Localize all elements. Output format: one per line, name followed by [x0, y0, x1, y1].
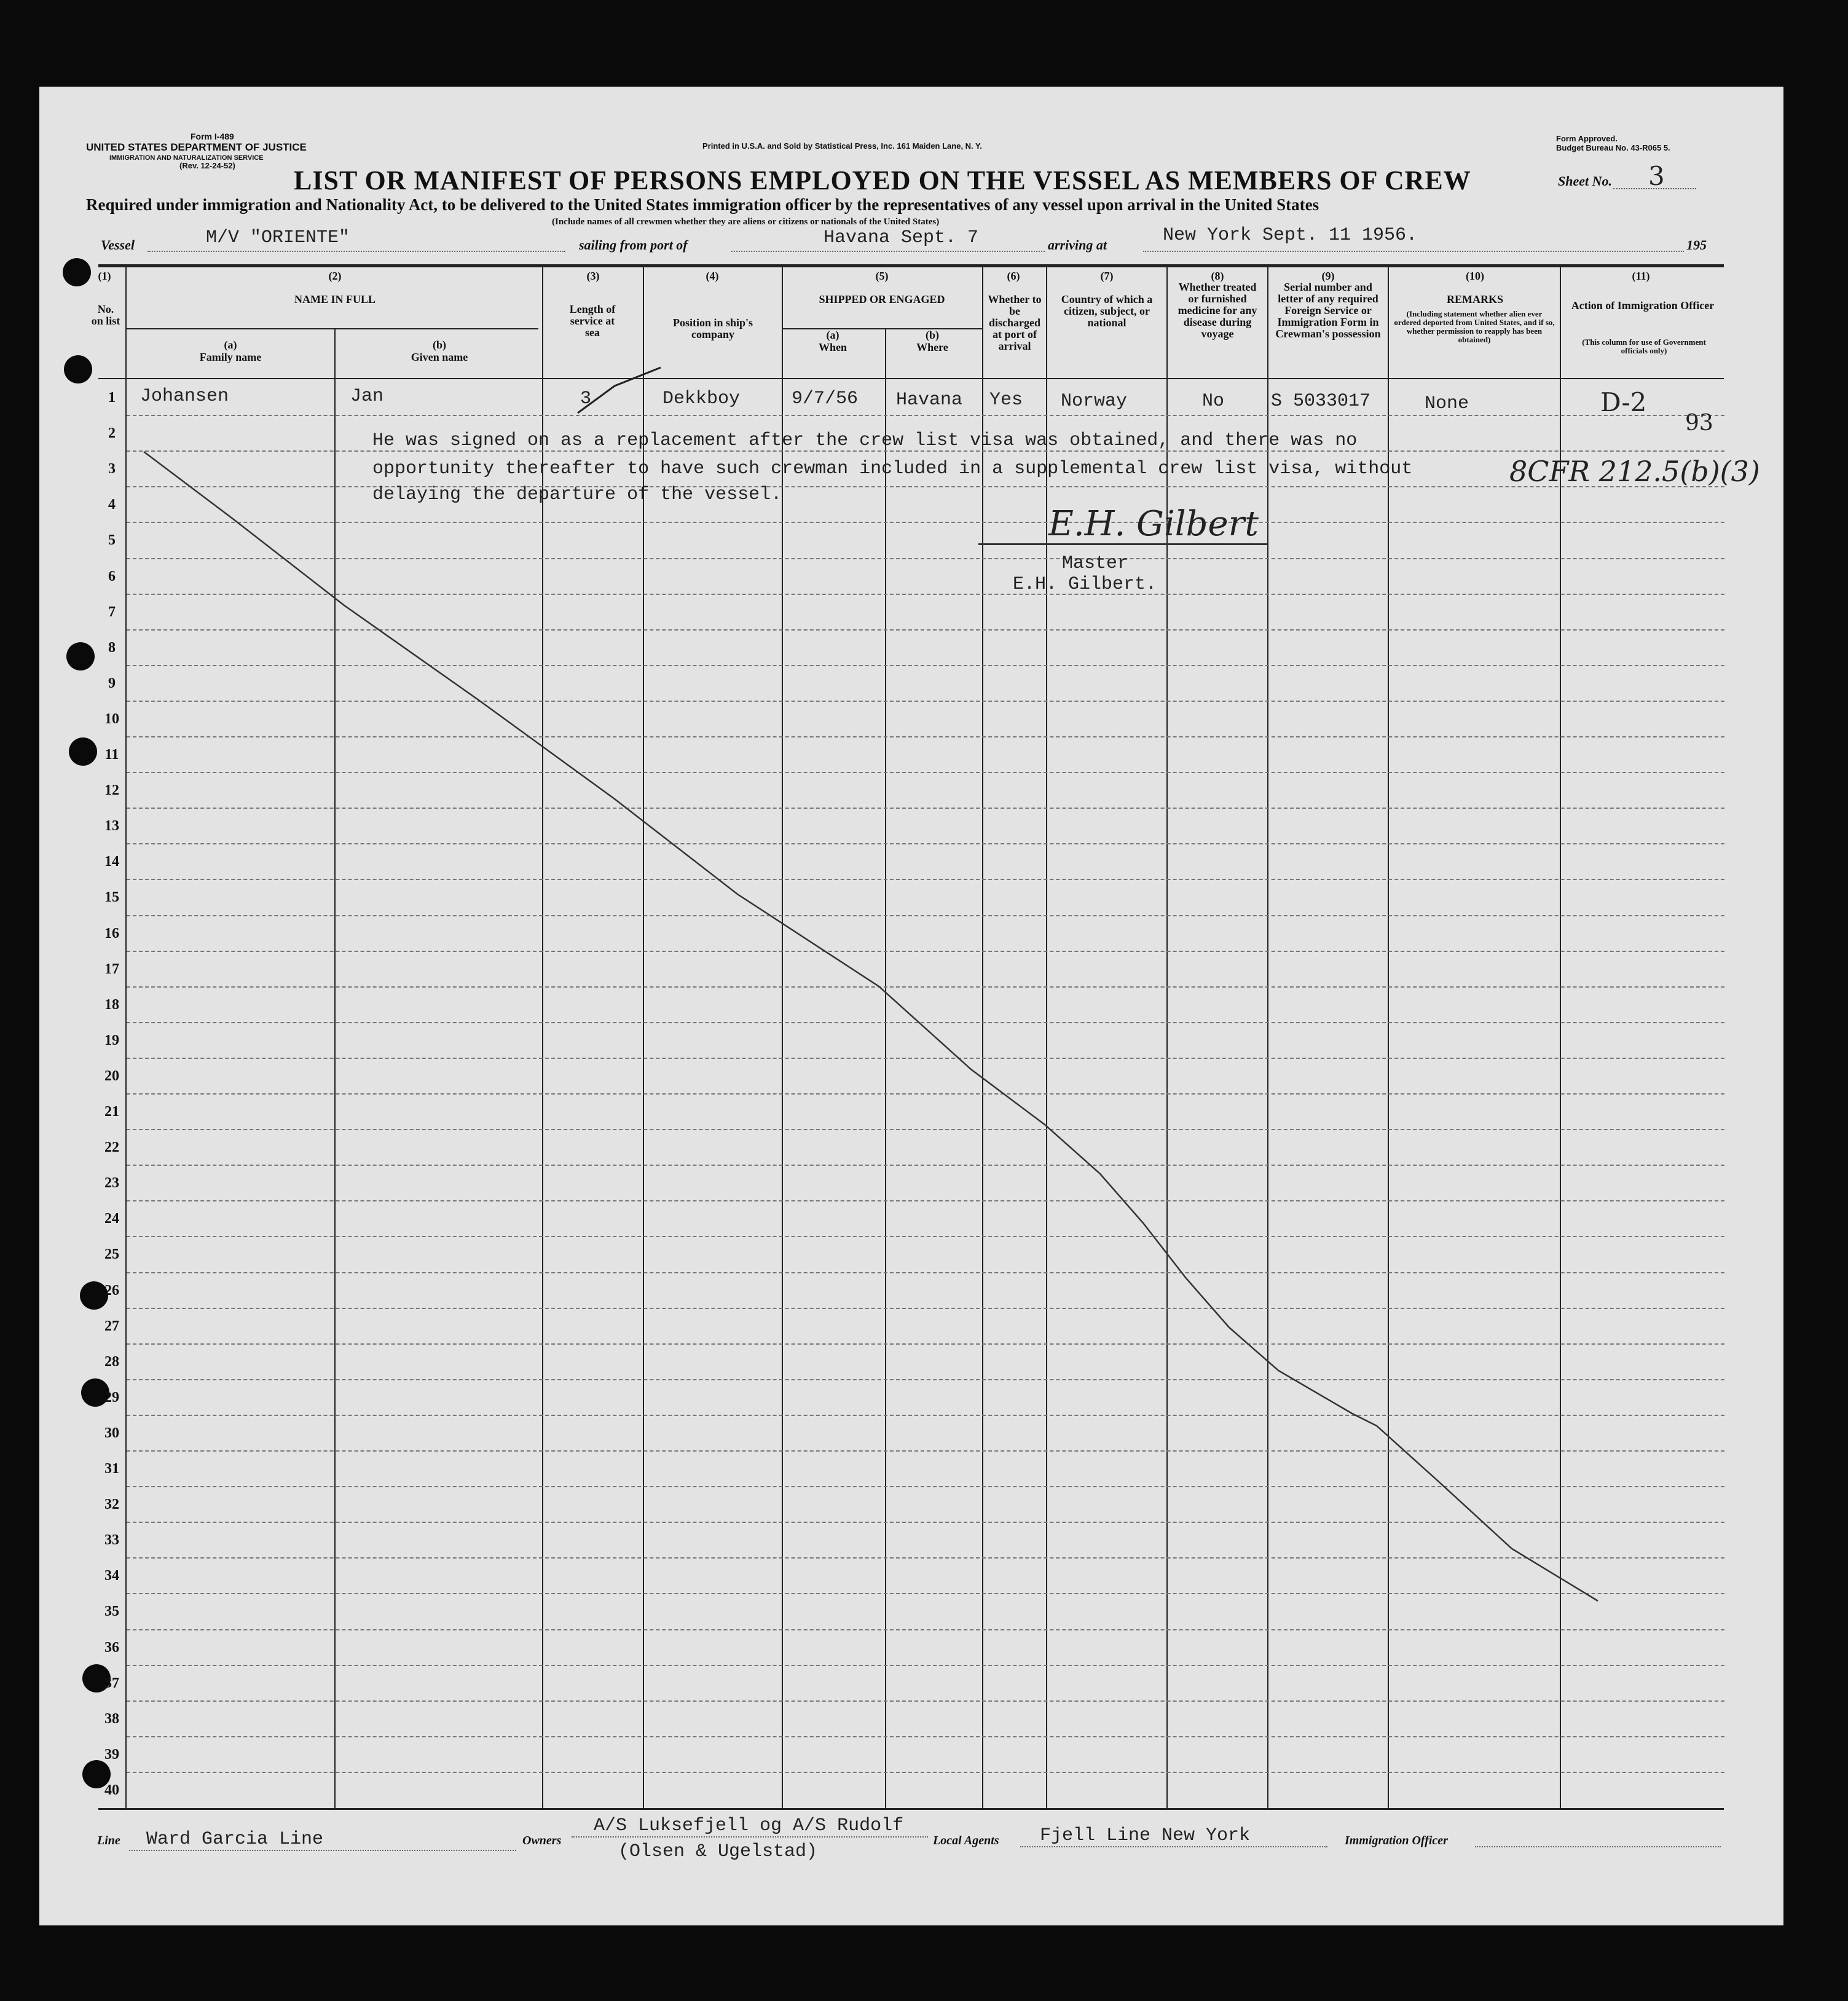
row-number: 12 — [104, 782, 119, 799]
statement-line1: He was signed on as a replacement after the crew list visa was obtained, and there was no — [372, 430, 1358, 451]
arriving-port: New York Sept. 11 1956. — [1163, 225, 1418, 246]
col4-heading: Position in ship's company — [672, 316, 753, 340]
row-number: 33 — [104, 1532, 119, 1549]
row1-action-note: 93 — [1685, 411, 1713, 436]
printer-note: Printed in U.S.A. and Sold by Statistical Press, Inc. 161 Maiden Lane, N. Y. — [702, 141, 982, 151]
row-number: 18 — [104, 996, 119, 1013]
budget-bureau: Budget Bureau No. 43-R065 5. — [1556, 143, 1670, 152]
col1-heading: No. on list — [91, 303, 120, 327]
col5a-heading: When — [818, 341, 847, 353]
row-number: 34 — [104, 1568, 119, 1584]
row-number: 30 — [104, 1425, 119, 1441]
row-number: 16 — [104, 925, 119, 942]
col10-number: (10) — [1466, 270, 1484, 282]
year-suffix: 195 — [1686, 237, 1707, 253]
statement-line3: delaying the departure of the vessel. — [372, 484, 782, 505]
row-number: 40 — [104, 1782, 119, 1798]
row1-position: Dekkboy — [663, 388, 741, 409]
col3-heading: Length of service at sea — [569, 303, 616, 339]
row1-given-name: Jan — [350, 386, 384, 407]
row-number: 32 — [104, 1496, 119, 1513]
row-number: 6 — [108, 568, 116, 584]
col5-heading: SHIPPED OR ENGAGED — [819, 293, 945, 305]
col11-note: (This column for use of Government officials only) — [1582, 337, 1706, 355]
row-number: 9 — [108, 675, 116, 691]
row1-when: 9/7/56 — [792, 388, 859, 409]
col2b-number: (b) — [433, 339, 446, 351]
row-number: 14 — [104, 854, 119, 870]
statement-line2: opportunity thereafter to have such crewman included in a supplemental crew list visa, without — [372, 458, 1413, 479]
row1-medicine: No — [1202, 391, 1225, 412]
row1-service: 3 — [580, 388, 592, 409]
col5b-heading: Where — [916, 341, 948, 353]
row-number: 7 — [108, 603, 116, 620]
from-port: Havana Sept. 7 — [824, 227, 979, 248]
row-number: 37 — [104, 1675, 119, 1691]
col3-number: (3) — [586, 270, 600, 282]
row-number: 8 — [108, 639, 116, 656]
row-number: 11 — [104, 747, 119, 763]
row-number: 29 — [104, 1389, 119, 1405]
regulation-note: 8CFR 212.5(b)(3) — [1509, 455, 1760, 488]
service: IMMIGRATION AND NATURALIZATION SERVICE — [109, 154, 264, 162]
row1-family-name: Johansen — [140, 386, 229, 407]
col7-heading: Country of which a citizen, subject, or national — [1061, 293, 1153, 329]
department: UNITED STATES DEPARTMENT OF JUSTICE — [86, 141, 307, 153]
arriving-label: arriving at — [1048, 237, 1107, 253]
line-dots — [129, 1850, 516, 1851]
col2-heading: NAME IN FULL — [294, 293, 375, 305]
row-number: 13 — [104, 818, 119, 835]
line-name: Ward Garcia Line — [146, 1829, 324, 1850]
row-number: 22 — [104, 1139, 119, 1156]
row1-remarks: None — [1425, 393, 1469, 414]
col2a-heading: Family name — [199, 351, 262, 363]
col9-heading: Serial number and letter of any required Foreign Service or Immigration Form in Crewman's possession — [1275, 281, 1381, 340]
col6-heading: Whether to be discharged at port of arrival — [988, 293, 1042, 352]
signature-title: Master — [1062, 553, 1129, 574]
row-number: 19 — [104, 1032, 119, 1048]
row-number: 21 — [104, 1104, 119, 1120]
row1-where: Havana — [896, 390, 963, 411]
row-number: 1 — [108, 390, 116, 406]
form-number: Form I-489 — [191, 132, 234, 141]
row-number: 3 — [108, 461, 116, 478]
row-number: 31 — [104, 1461, 119, 1477]
row-number: 20 — [104, 1067, 119, 1084]
col2a-number: (a) — [224, 339, 237, 351]
owners-dots — [572, 1836, 928, 1838]
col11-number: (11) — [1632, 270, 1650, 282]
row-number: 17 — [104, 961, 119, 977]
col7-number: (7) — [1100, 270, 1114, 282]
col2b-heading: Given name — [411, 351, 468, 363]
col5b-number: (b) — [926, 329, 939, 341]
row-number: 23 — [104, 1175, 119, 1192]
row-number: 4 — [108, 497, 116, 513]
row-number: 26 — [104, 1282, 119, 1299]
page-title: LIST OR MANIFEST OF PERSONS EMPLOYED ON THE VESSEL AS MEMBERS OF CREW — [294, 165, 1471, 195]
officer-label: Immigration Officer — [1345, 1834, 1448, 1847]
row1-discharged: Yes — [989, 390, 1023, 411]
agents-label: Local Agents — [933, 1834, 999, 1847]
row1-serial: S 5033017 — [1271, 391, 1371, 412]
col9-number: (9) — [1321, 270, 1335, 282]
row-number: 10 — [104, 710, 119, 727]
row-number: 25 — [104, 1246, 119, 1263]
owners-line1: A/S Luksefjell og A/S Rudolf — [594, 1815, 904, 1836]
from-label: sailing from port of — [579, 237, 688, 253]
subtitle: Required under immigration and Nationality Act, to be delivered to the United States immigration officer by the representatives of any vessel upon arrival in the United States — [86, 195, 1319, 214]
row-number: 38 — [104, 1710, 119, 1727]
col5a-number: (a) — [826, 329, 839, 341]
row-number: 36 — [104, 1639, 119, 1656]
row-number: 5 — [108, 532, 116, 549]
revision: (Rev. 12-24-52) — [179, 161, 235, 170]
agents-dots — [1020, 1846, 1327, 1847]
row-number: 24 — [104, 1211, 119, 1227]
agents-name: Fjell Line New York — [1040, 1825, 1251, 1846]
signature-name: E.H. Gilbert. — [1013, 574, 1157, 595]
vessel-name: M/V "ORIENTE" — [206, 227, 350, 248]
col8-number: (8) — [1211, 270, 1224, 282]
col2-number: (2) — [328, 270, 342, 282]
owners-label: Owners — [522, 1834, 562, 1847]
col6-number: (6) — [1007, 270, 1020, 282]
col4-number: (4) — [706, 270, 719, 282]
row-number: 15 — [104, 889, 119, 906]
crew-note: (Include names of all crewmen whether they are aliens or citizens or nationals of the United States) — [552, 217, 940, 227]
col8-heading: Whether treated or furnished medicine for any disease during voyage — [1178, 281, 1257, 340]
line-label: Line — [97, 1834, 120, 1847]
row1-action: D-2 — [1600, 387, 1647, 417]
sheet-number: 3 — [1648, 161, 1665, 191]
form-approved: Form Approved. — [1556, 134, 1618, 143]
sheet-label: Sheet No. — [1558, 173, 1612, 189]
officer-dots — [1475, 1846, 1721, 1847]
col5-number: (5) — [875, 270, 889, 282]
row1-country: Norway — [1061, 391, 1128, 412]
col1-number: (1) — [98, 270, 111, 282]
row-number: 39 — [104, 1746, 119, 1763]
col10-heading: REMARKS — [1446, 293, 1503, 305]
col11-heading: Action of Immigration Officer — [1571, 299, 1715, 312]
row-number: 2 — [108, 425, 116, 442]
master-signature: E.H. Gilbert — [1048, 504, 1259, 544]
row-number: 35 — [104, 1603, 119, 1620]
row-number: 27 — [104, 1318, 119, 1334]
row-number: 28 — [104, 1353, 119, 1370]
vessel-label: Vessel — [101, 237, 135, 253]
owners-line2: (Olsen & Ugelstad) — [618, 1841, 818, 1862]
col10-note: (Including statement whether alien ever ordered deported from United States, and if so, whether permission to reapply has been obtained) — [1394, 309, 1555, 344]
